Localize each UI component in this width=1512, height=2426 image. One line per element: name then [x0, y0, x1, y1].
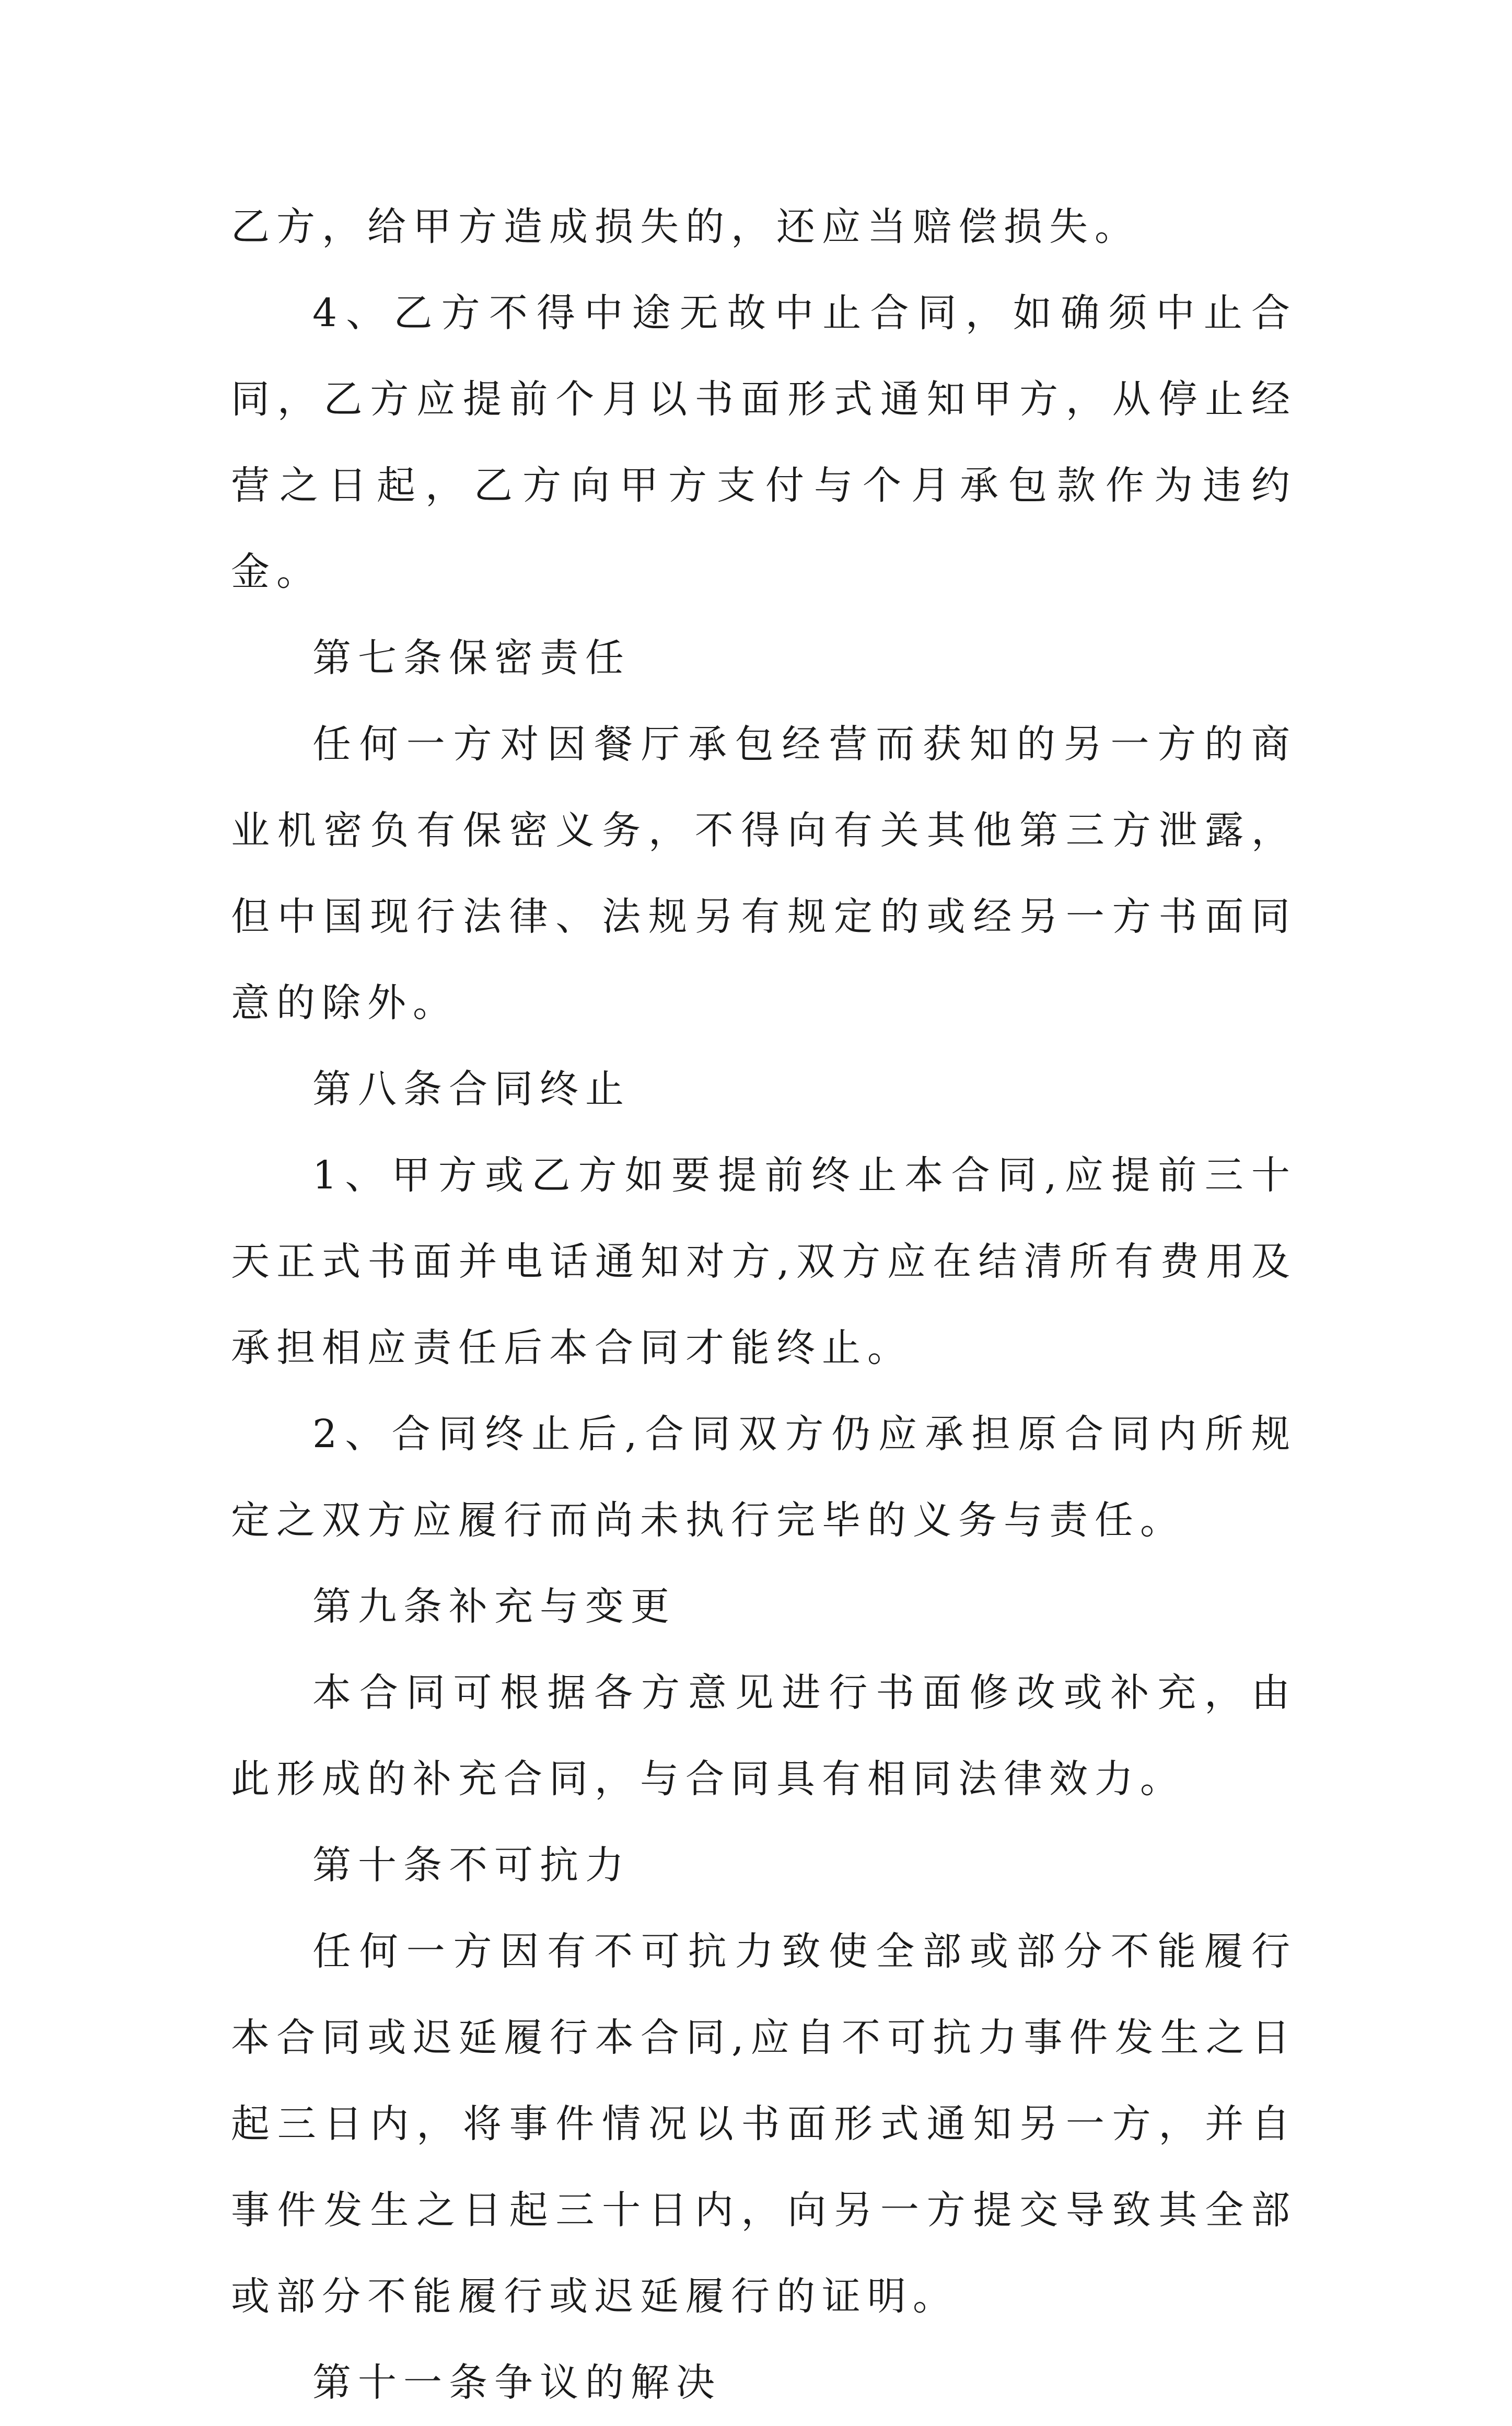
paragraph-force-majeure: 任何一方因有不可抗力致使全部或部分不能履行本合同或迟延履行本合同,应自不可抗力事件发生之日起三日内，将事件情况以书面形式通知另一方，并自事件发生之日起三十日内，向另一方提交导致其全部或部分不能履行或迟延履行的证明。 — [231, 1929, 1297, 2319]
paragraph-termination-2: 2、合同终止后,合同双方仍应承担原合同内所规定之双方应履行而尚未执行完毕的义务与责任。 — [231, 1412, 1297, 1543]
section-heading-article-7: 第七条保密责任 — [312, 636, 631, 680]
section-heading-article-11: 第十一条争议的解决 — [312, 2360, 722, 2405]
paragraph-clause-4: 4、乙方不得中途无故中止合同，如确须中止合同，乙方应提前个月以书面形式通知甲方，从停止经营之日起，乙方向甲方支付与个月承包款作为违约金。 — [231, 291, 1297, 594]
paragraph-confidentiality: 任何一方对因餐厅承包经营而获知的另一方的商业机密负有保密义务，不得向有关其他第三方泄露，但中国现行法律、法规另有规定的或经另一方书面同意的除外。 — [231, 722, 1297, 1025]
paragraph-continuation: 乙方，给甲方造成损失的，还应当赔偿损失。 — [231, 204, 1140, 249]
section-heading-article-10: 第十条不可抗力 — [312, 1843, 631, 1888]
section-heading-article-8: 第八条合同终止 — [312, 1067, 631, 1112]
paragraph-termination-1: 1、甲方或乙方如要提前终止本合同,应提前三十天正式书面并电话通知对方,双方应在结清所有费用及承担相应责任后本合同才能终止。 — [231, 1153, 1297, 1370]
paragraph-amendment: 本合同可根据各方意见进行书面修改或补充，由此形成的补充合同，与合同具有相同法律效力。 — [231, 1670, 1297, 1801]
document-body — [231, 184, 1297, 2426]
section-heading-article-9: 第九条补充与变更 — [312, 1584, 676, 1629]
